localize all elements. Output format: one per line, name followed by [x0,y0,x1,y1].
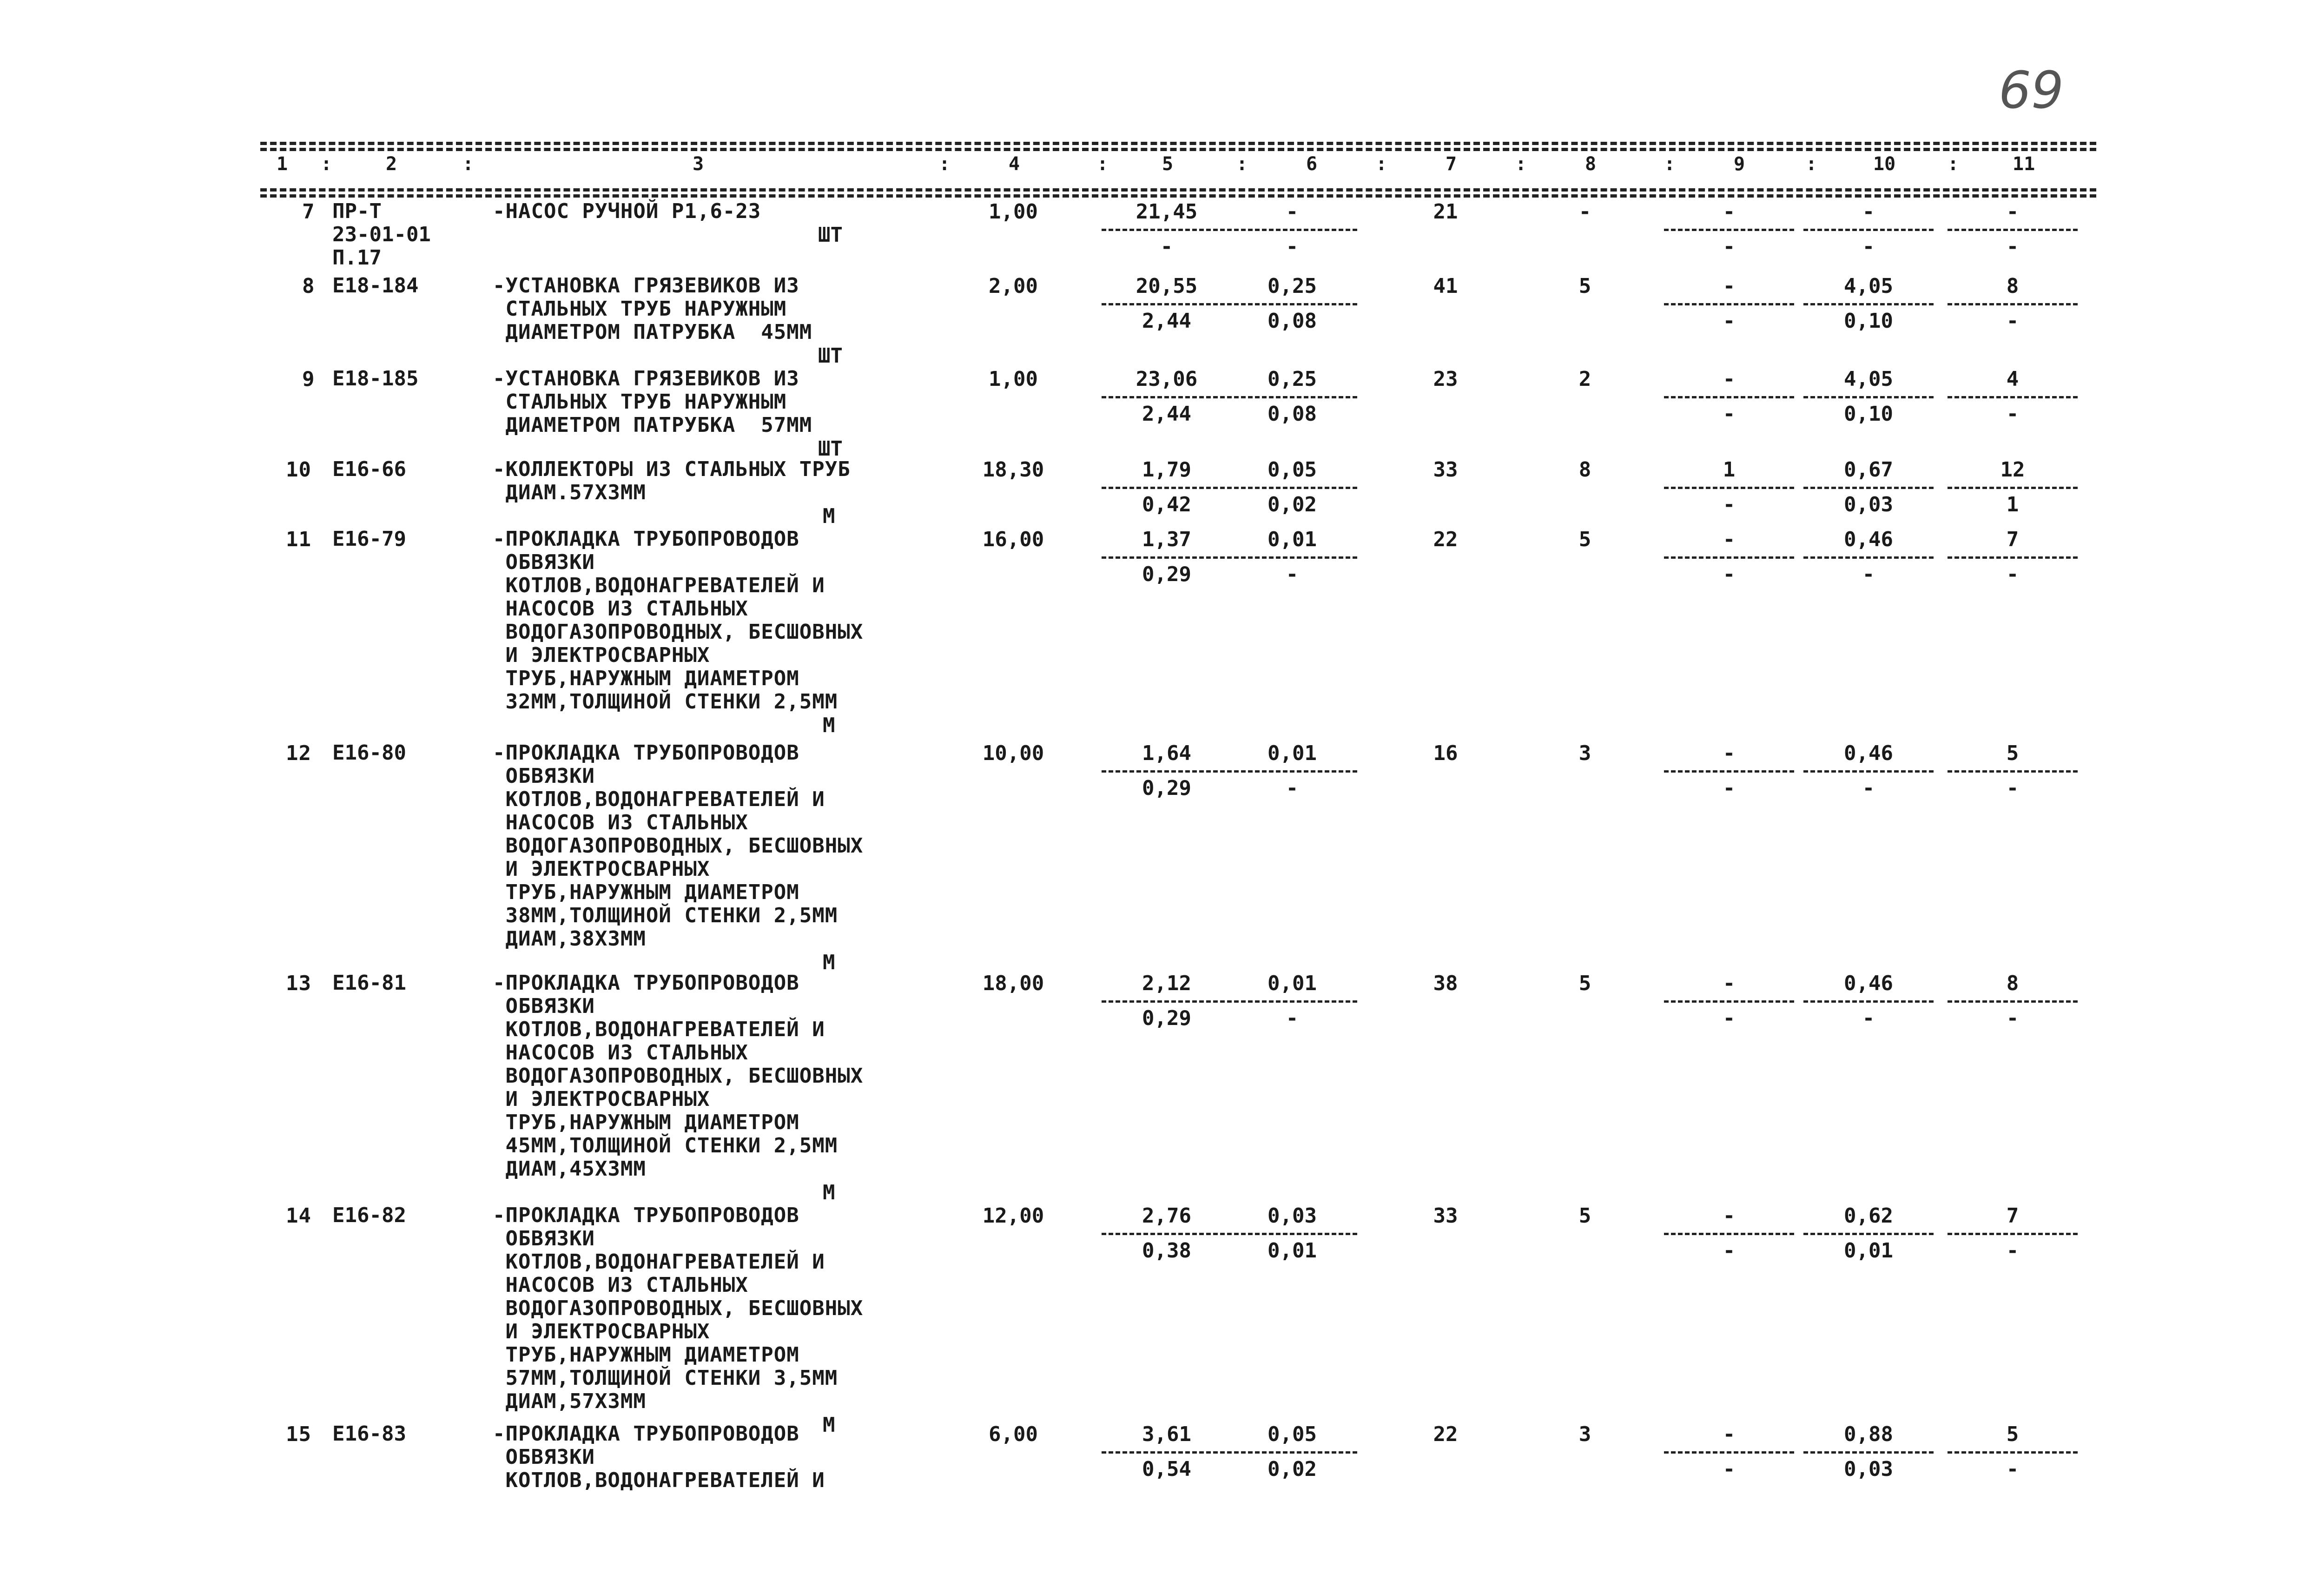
col10-cell: 4,05 [1844,367,1893,391]
row-code: Е18-184 [332,274,419,298]
total-cell: 33 [1433,458,1458,482]
col9-cell: - [1723,1422,1736,1446]
column-header-row [0,153,2324,181]
col10-cell: 0,88 [1844,1422,1893,1446]
cost-sub-cell: 0,29 [1142,1006,1191,1030]
cell-divider [1948,1000,2078,1003]
col9-cell: - [1723,367,1736,391]
cell-divider [1664,396,1794,398]
page-number: 69 [1999,60,2064,120]
cost-cell: 1,79 [1142,458,1191,482]
cell-divider [1664,1000,1794,1003]
header-bottom-rule [260,188,2096,192]
col9-cell: - [1723,274,1736,298]
total-cell: 38 [1433,972,1458,995]
col9-sub-cell: - [1723,562,1736,586]
col11-cell: 8 [2006,972,2019,995]
total-cell: 41 [1433,274,1458,298]
row-description: -ПРОКЛАДКА ТРУБОПРОВОДОВ ОБВЯЗКИ КОТЛОВ,ВОДОНАГРЕВАТЕЛЕЙ И [493,1422,825,1492]
col-8-header: 8 [1585,153,1597,175]
col-3-header: 3 [693,153,704,175]
col-sep: : [1097,153,1109,175]
col9-cell: - [1723,972,1736,995]
row-unit: М [823,504,835,528]
row-unit: М [823,1181,835,1204]
row-unit: ШТ [818,344,843,368]
cell-divider [1227,770,1357,773]
wage-cell: 5 [1578,528,1591,551]
row-code: Е18-185 [332,367,419,390]
machine-sub-cell: 0,01 [1268,1239,1317,1263]
row-number: 7 [302,200,315,224]
col11-cell: 5 [2006,1422,2019,1446]
cost-sub-cell: 0,54 [1142,1457,1191,1481]
col-1-header: 1 [277,153,288,175]
cell-divider [1227,487,1357,489]
col11-cell: 4 [2006,367,2019,391]
machine-sub-cell: 0,08 [1268,402,1317,426]
total-cell: 33 [1433,1204,1458,1228]
row-unit: М [823,951,835,974]
col9-sub-cell: - [1723,1006,1736,1030]
cell-divider [1102,770,1232,773]
row-description: -ПРОКЛАДКА ТРУБОПРОВОДОВ ОБВЯЗКИ КОТЛОВ,ВОДОНАГРЕВАТЕЛЕЙ И НАСОСОВ ИЗ СТАЛЬНЫХ ВОДОГАЗОПРОВОДНЫХ, БЕСШОВНЫХ И ЭЛЕКТРОСВАРНЫХ ТРУБ,НАРУЖНЫМ ДИАМЕТРОМ 45ММ,ТОЛЩИНОЙ СТЕНКИ 2,5ММ ДИАМ,45Х3ММ [493,971,864,1181]
cell-divider [1227,1451,1357,1454]
col9-cell: - [1723,1204,1736,1228]
row-description: -ПРОКЛАДКА ТРУБОПРОВОДОВ ОБВЯЗКИ КОТЛОВ,ВОДОНАГРЕВАТЕЛЕЙ И НАСОСОВ ИЗ СТАЛЬНЫХ ВОДОГАЗОПРОВОДНЫХ, БЕСШОВНЫХ И ЭЛЕКТРОСВАРНЫХ ТРУБ,НАРУЖНЫМ ДИАМЕТРОМ 38ММ,ТОЛЩИНОЙ СТЕНКИ 2,5ММ ДИАМ,38Х3ММ [493,741,864,951]
header-bottom-rule-2 [260,194,2096,198]
col-6-header: 6 [1306,153,1318,175]
cost-sub-cell: 0,29 [1142,562,1191,586]
cell-divider [1948,229,2078,231]
row-code: Е16-79 [332,527,406,551]
row-description: -УСТАНОВКА ГРЯЗЕВИКОВ ИЗ СТАЛЬНЫХ ТРУБ НАРУЖНЫМ ДИАМЕТРОМ ПАТРУБКА 45ММ [493,274,812,344]
row-unit: ШТ [818,223,843,247]
col-sep: : [1664,153,1676,175]
row-code: Е16-80 [332,741,406,765]
machine-cell: 0,05 [1268,458,1317,482]
col11-cell: 7 [2006,528,2019,551]
col-5-header: 5 [1162,153,1174,175]
machine-cell: 0,05 [1268,1422,1317,1446]
cell-divider [1102,396,1232,398]
cell-divider [1664,229,1794,231]
qty-cell: 18,00 [982,972,1044,995]
cell-divider [1948,556,2078,559]
col9-sub-cell: - [1723,1239,1736,1263]
cell-divider [1227,396,1357,398]
col11-cell: 7 [2006,1204,2019,1228]
machine-cell: 0,01 [1268,528,1317,551]
row-description: -НАСОС РУЧНОЙ Р1,6-23 [493,199,761,223]
row-code: Е16-81 [332,971,406,995]
col10-sub-cell: 0,03 [1844,493,1893,516]
cell-divider [1664,770,1794,773]
row-description: -УСТАНОВКА ГРЯЗЕВИКОВ ИЗ СТАЛЬНЫХ ТРУБ НАРУЖНЫМ ДИАМЕТРОМ ПАТРУБКА 57ММ [493,367,812,437]
machine-cell: 0,25 [1268,274,1317,298]
row-number: 14 [286,1204,311,1228]
wage-cell: 8 [1578,458,1591,482]
col10-sub-cell: 0,10 [1844,309,1893,333]
machine-cell: 0,03 [1268,1204,1317,1228]
cell-divider [1664,1451,1794,1454]
qty-cell: 16,00 [982,528,1044,551]
row-description: -КОЛЛЕКТОРЫ ИЗ СТАЛЬНЫХ ТРУБ ДИАМ.57Х3ММ [493,457,851,504]
cell-divider [1803,229,1934,231]
row-code: Е16-82 [332,1203,406,1227]
col11-sub-cell: - [2006,402,2019,426]
col10-cell: 0,67 [1844,458,1893,482]
col-sep: : [1376,153,1387,175]
cost-cell: 23,06 [1136,367,1198,391]
col11-sub-cell: - [2006,309,2019,333]
row-number: 15 [286,1422,311,1446]
col-sep: : [1515,153,1527,175]
qty-cell: 1,00 [989,200,1038,224]
col11-sub-cell: - [2006,235,2019,258]
total-cell: 16 [1433,741,1458,765]
cell-divider [1227,303,1357,305]
machine-cell: 0,01 [1268,741,1317,765]
cost-sub-cell: 0,29 [1142,776,1191,800]
qty-cell: 6,00 [989,1422,1038,1446]
machine-cell: - [1286,200,1299,224]
wage-cell: 5 [1578,1204,1591,1228]
col11-sub-cell: - [2006,562,2019,586]
cell-divider [1948,303,2078,305]
row-description: -ПРОКЛАДКА ТРУБОПРОВОДОВ ОБВЯЗКИ КОТЛОВ,ВОДОНАГРЕВАТЕЛЕЙ И НАСОСОВ ИЗ СТАЛЬНЫХ ВОДОГАЗОПРОВОДНЫХ, БЕСШОВНЫХ И ЭЛЕКТРОСВАРНЫХ ТРУБ,НАРУЖНЫМ ДИАМЕТРОМ 32ММ,ТОЛЩИНОЙ СТЕНКИ 2,5ММ [493,527,864,714]
total-cell: 21 [1433,200,1458,224]
cost-sub-cell: 0,42 [1142,493,1191,516]
row-number: 12 [286,741,311,765]
cell-divider [1664,1233,1794,1235]
row-unit: М [823,1413,835,1437]
col11-sub-cell: 1 [2006,493,2019,516]
cell-divider [1227,1233,1357,1235]
qty-cell: 2,00 [989,274,1038,298]
total-cell: 23 [1433,367,1458,391]
cell-divider [1664,303,1794,305]
row-number: 13 [286,972,311,995]
col9-cell: - [1723,741,1736,765]
col10-cell: - [1862,200,1875,224]
wage-cell: - [1578,200,1591,224]
col9-cell: - [1723,200,1736,224]
qty-cell: 12,00 [982,1204,1044,1228]
cost-cell: 1,64 [1142,741,1191,765]
col10-cell: 0,46 [1844,972,1893,995]
qty-cell: 18,30 [982,458,1044,482]
cell-divider [1102,1451,1232,1454]
col-sep: : [462,153,474,175]
col-4-header: 4 [1009,153,1020,175]
col10-sub-cell: - [1862,235,1875,258]
cost-cell: 3,61 [1142,1422,1191,1446]
cell-divider [1948,396,2078,398]
cost-cell: 21,45 [1136,200,1198,224]
top-rule-2 [260,148,2096,151]
total-cell: 22 [1433,1422,1458,1446]
qty-cell: 1,00 [989,367,1038,391]
machine-cell: 0,25 [1268,367,1317,391]
cost-cell: 2,76 [1142,1204,1191,1228]
cell-divider [1227,556,1357,559]
col10-cell: 4,05 [1844,274,1893,298]
col-2-header: 2 [386,153,397,175]
row-number: 11 [286,528,311,551]
col-sep: : [1948,153,1959,175]
cell-divider [1102,303,1232,305]
col10-sub-cell: - [1862,562,1875,586]
cell-divider [1227,1000,1357,1003]
row-code: Е16-83 [332,1422,406,1446]
cell-divider [1803,1451,1934,1454]
row-description: -ПРОКЛАДКА ТРУБОПРОВОДОВ ОБВЯЗКИ КОТЛОВ,ВОДОНАГРЕВАТЕЛЕЙ И НАСОСОВ ИЗ СТАЛЬНЫХ ВОДОГАЗОПРОВОДНЫХ, БЕСШОВНЫХ И ЭЛЕКТРОСВАРНЫХ ТРУБ,НАРУЖНЫМ ДИАМЕТРОМ 57ММ,ТОЛЩИНОЙ СТЕНКИ 3,5ММ ДИАМ,57Х3ММ [493,1203,864,1413]
machine-sub-cell: 0,02 [1268,493,1317,516]
cell-divider [1102,1000,1232,1003]
cell-divider [1803,556,1934,559]
row-unit: ШТ [818,437,843,461]
col9-sub-cell: - [1723,235,1736,258]
top-rule [260,142,2096,145]
cell-divider [1803,1000,1934,1003]
col9-sub-cell: - [1723,309,1736,333]
wage-cell: 3 [1578,1422,1591,1446]
cell-divider [1664,556,1794,559]
row-unit: М [823,714,835,737]
cell-divider [1102,487,1232,489]
col9-cell: - [1723,528,1736,551]
row-code: ПР-Т 23-01-01 П.17 [332,199,431,270]
cost-sub-cell: 0,38 [1142,1239,1191,1263]
machine-sub-cell: - [1286,235,1299,258]
col10-sub-cell: 0,03 [1844,1457,1893,1481]
cell-divider [1803,396,1934,398]
machine-sub-cell: - [1286,562,1299,586]
total-cell: 22 [1433,528,1458,551]
col-11-header: 11 [2013,153,2035,175]
col11-sub-cell: - [2006,1457,2019,1481]
cell-divider [1102,556,1232,559]
cell-divider [1102,229,1232,231]
col-7-header: 7 [1446,153,1457,175]
col10-cell: 0,46 [1844,528,1893,551]
col10-cell: 0,46 [1844,741,1893,765]
qty-cell: 10,00 [982,741,1044,765]
cell-divider [1948,1451,2078,1454]
machine-sub-cell: 0,08 [1268,309,1317,333]
col-sep: : [1806,153,1817,175]
col11-sub-cell: - [2006,1239,2019,1263]
col11-cell: - [2006,200,2019,224]
col11-cell: 12 [2000,458,2025,482]
cell-divider [1102,1233,1232,1235]
col10-sub-cell: 0,01 [1844,1239,1893,1263]
cell-divider [1948,1233,2078,1235]
cost-sub-cell: 2,44 [1142,309,1191,333]
cost-cell: 20,55 [1136,274,1198,298]
cost-cell: 1,37 [1142,528,1191,551]
cell-divider [1948,770,2078,773]
col9-cell: 1 [1723,458,1736,482]
col10-cell: 0,62 [1844,1204,1893,1228]
col-sep: : [321,153,332,175]
col11-cell: 5 [2006,741,2019,765]
col-sep: : [1236,153,1248,175]
col11-cell: 8 [2006,274,2019,298]
wage-cell: 5 [1578,274,1591,298]
cell-divider [1803,770,1934,773]
row-number: 9 [302,367,315,391]
col10-sub-cell: - [1862,776,1875,800]
cell-divider [1803,487,1934,489]
col9-sub-cell: - [1723,1457,1736,1481]
col9-sub-cell: - [1723,776,1736,800]
col10-sub-cell: - [1862,1006,1875,1030]
row-code: Е16-66 [332,457,406,481]
cell-divider [1664,487,1794,489]
wage-cell: 5 [1578,972,1591,995]
col-9-header: 9 [1734,153,1745,175]
col-sep: : [939,153,951,175]
wage-cell: 3 [1578,741,1591,765]
row-number: 8 [302,274,315,298]
cell-divider [1803,1233,1934,1235]
machine-cell: 0,01 [1268,972,1317,995]
row-number: 10 [286,458,311,482]
col11-sub-cell: - [2006,776,2019,800]
col10-sub-cell: 0,10 [1844,402,1893,426]
col9-sub-cell: - [1723,402,1736,426]
cell-divider [1227,229,1357,231]
cell-divider [1803,303,1934,305]
machine-sub-cell: 0,02 [1268,1457,1317,1481]
cost-cell: 2,12 [1142,972,1191,995]
col11-sub-cell: - [2006,1006,2019,1030]
cost-sub-cell: 2,44 [1142,402,1191,426]
wage-cell: 2 [1578,367,1591,391]
col9-sub-cell: - [1723,493,1736,516]
cost-sub-cell: - [1160,235,1173,258]
machine-sub-cell: - [1286,776,1299,800]
col-10-header: 10 [1873,153,1896,175]
cell-divider [1948,487,2078,489]
machine-sub-cell: - [1286,1006,1299,1030]
